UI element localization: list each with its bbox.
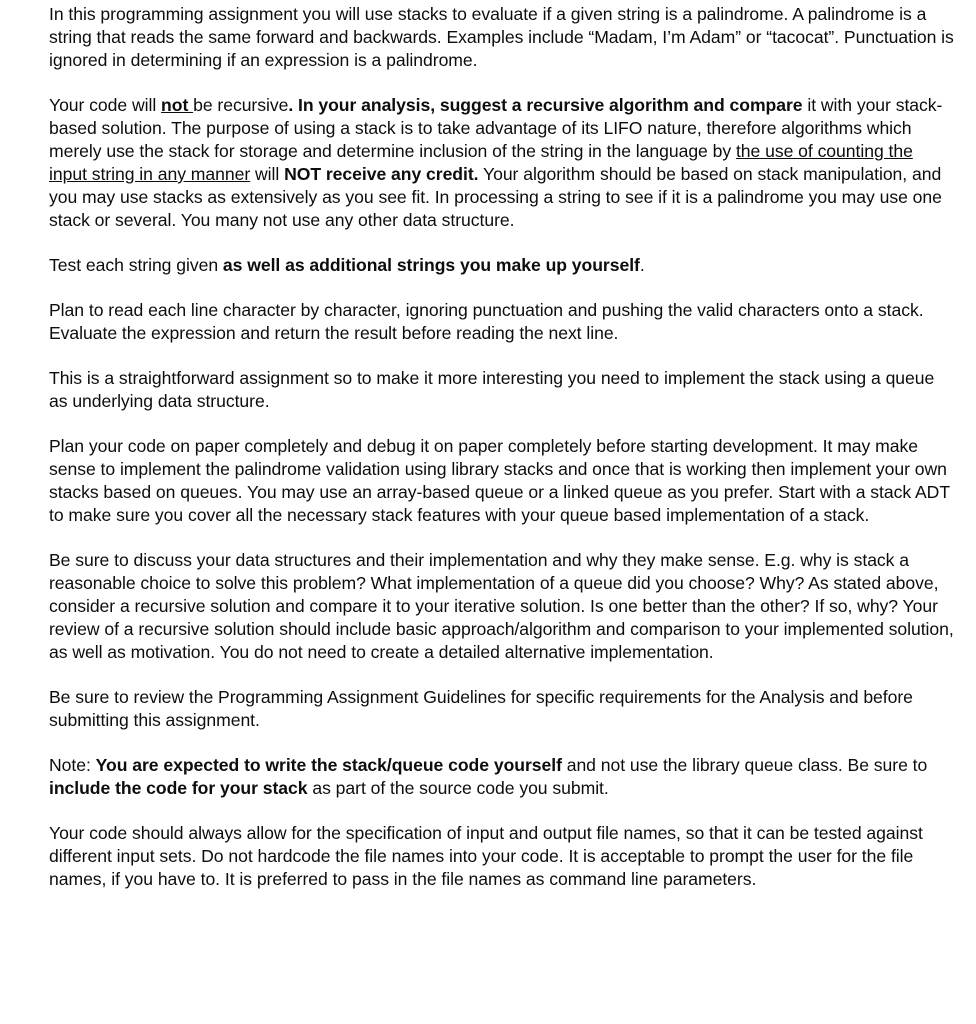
paragraph-discuss — [49, 549, 954, 664]
text-run: as well as additional strings you make up yourself — [222, 255, 640, 275]
paragraph-guidelines — [49, 686, 954, 732]
text-run: not — [161, 95, 194, 115]
text-run: Be sure to discuss your data structures and their implementation and why they make sense. E.g. why is stack a reasonable choice to solve this problem? What implementation of a queue did you choose? Why? As stated above, consider a recursive solution and compare it to your iterative solution. Is one better than the other? If so, why? Your review of a recursive solution should include basic approach/algorithm and comparison to your implemented solution, as well as motivation. You do not need to create a detailed alternative implementation. — [49, 550, 954, 662]
assignment-document — [49, 3, 954, 891]
text-run: Plan to read each line character by character, ignoring punctuation and pushing the valid characters onto a stack. Evaluate the expression and return the result before reading the next line. — [49, 300, 924, 343]
paragraph-recursion — [49, 94, 954, 232]
paragraph-files — [49, 822, 954, 891]
text-run: Test each string given — [49, 255, 223, 275]
text-run: it with your stack-based solution. The purpose of using a stack is to take advantage of its LIFO nature, therefore algorithms which merely use the stack for storage and determine inclusion of the string in the language by — [49, 95, 943, 161]
text-run: Your code should always allow for the specification of input and output file names, so that it can be tested against different input sets. Do not hardcode the file names into your code. It is acceptable to prompt the user for the file names, if you have to. It is preferred to pass in the file names as command line parameters. — [49, 823, 923, 889]
text-run: the use of counting the input string in any manner — [49, 141, 913, 184]
text-run: will — [250, 164, 285, 184]
paragraph-intro — [49, 3, 954, 72]
paragraph-plan-read — [49, 299, 954, 345]
paragraph-plan-code — [49, 435, 954, 527]
text-run: Be sure to review the Programming Assignment Guidelines for specific requirements for the Analysis and before submitting this assignment. — [49, 687, 913, 730]
text-run: and not use the library queue class. Be sure to — [561, 755, 928, 775]
text-run: . — [639, 255, 645, 275]
text-run: be recursive — [193, 95, 289, 115]
text-run: NOT receive any credit. — [284, 164, 479, 184]
text-run: In this programming assignment you will use stacks to evaluate if a given string is a palindrome. A palindrome is a string that reads the same forward and backwards. Examples include “Madam, I’m Adam” or “tacocat”. Punctuation is ignored in determining if an expression is a palindrome. — [49, 4, 954, 70]
text-run: . In your analysis, suggest a recursive algorithm and compare — [288, 95, 803, 115]
text-run: include the code for your stack — [49, 778, 308, 798]
text-run: This is a straightforward assignment so to make it more interesting you need to implement the stack using a queue as underlying data structure. — [49, 368, 935, 411]
text-run: Note: — [49, 755, 96, 775]
text-run: You are expected to write the stack/queue code yourself — [95, 755, 562, 775]
paragraph-test — [49, 254, 954, 277]
paragraph-note — [49, 754, 954, 800]
text-run: as part of the source code you submit. — [307, 778, 609, 798]
text-run: Your algorithm should be based on stack manipulation, and you may use stacks as extensively as you see fit. In processing a string to see if it is a palindrome you may use one stack or several. You many not use any other data structure. — [49, 164, 942, 230]
text-run: Plan your code on paper completely and debug it on paper completely before starting development. It may make sense to implement the palindrome validation using library stacks and once that is working then implement your own stacks based on queues. You may use an array-based queue or a linked queue as you prefer. Start with a stack ADT to make sure you cover all the necessary stack features with your queue based implementation of a stack. — [49, 436, 950, 525]
paragraph-queue — [49, 367, 954, 413]
text-run: Your code will — [49, 95, 162, 115]
